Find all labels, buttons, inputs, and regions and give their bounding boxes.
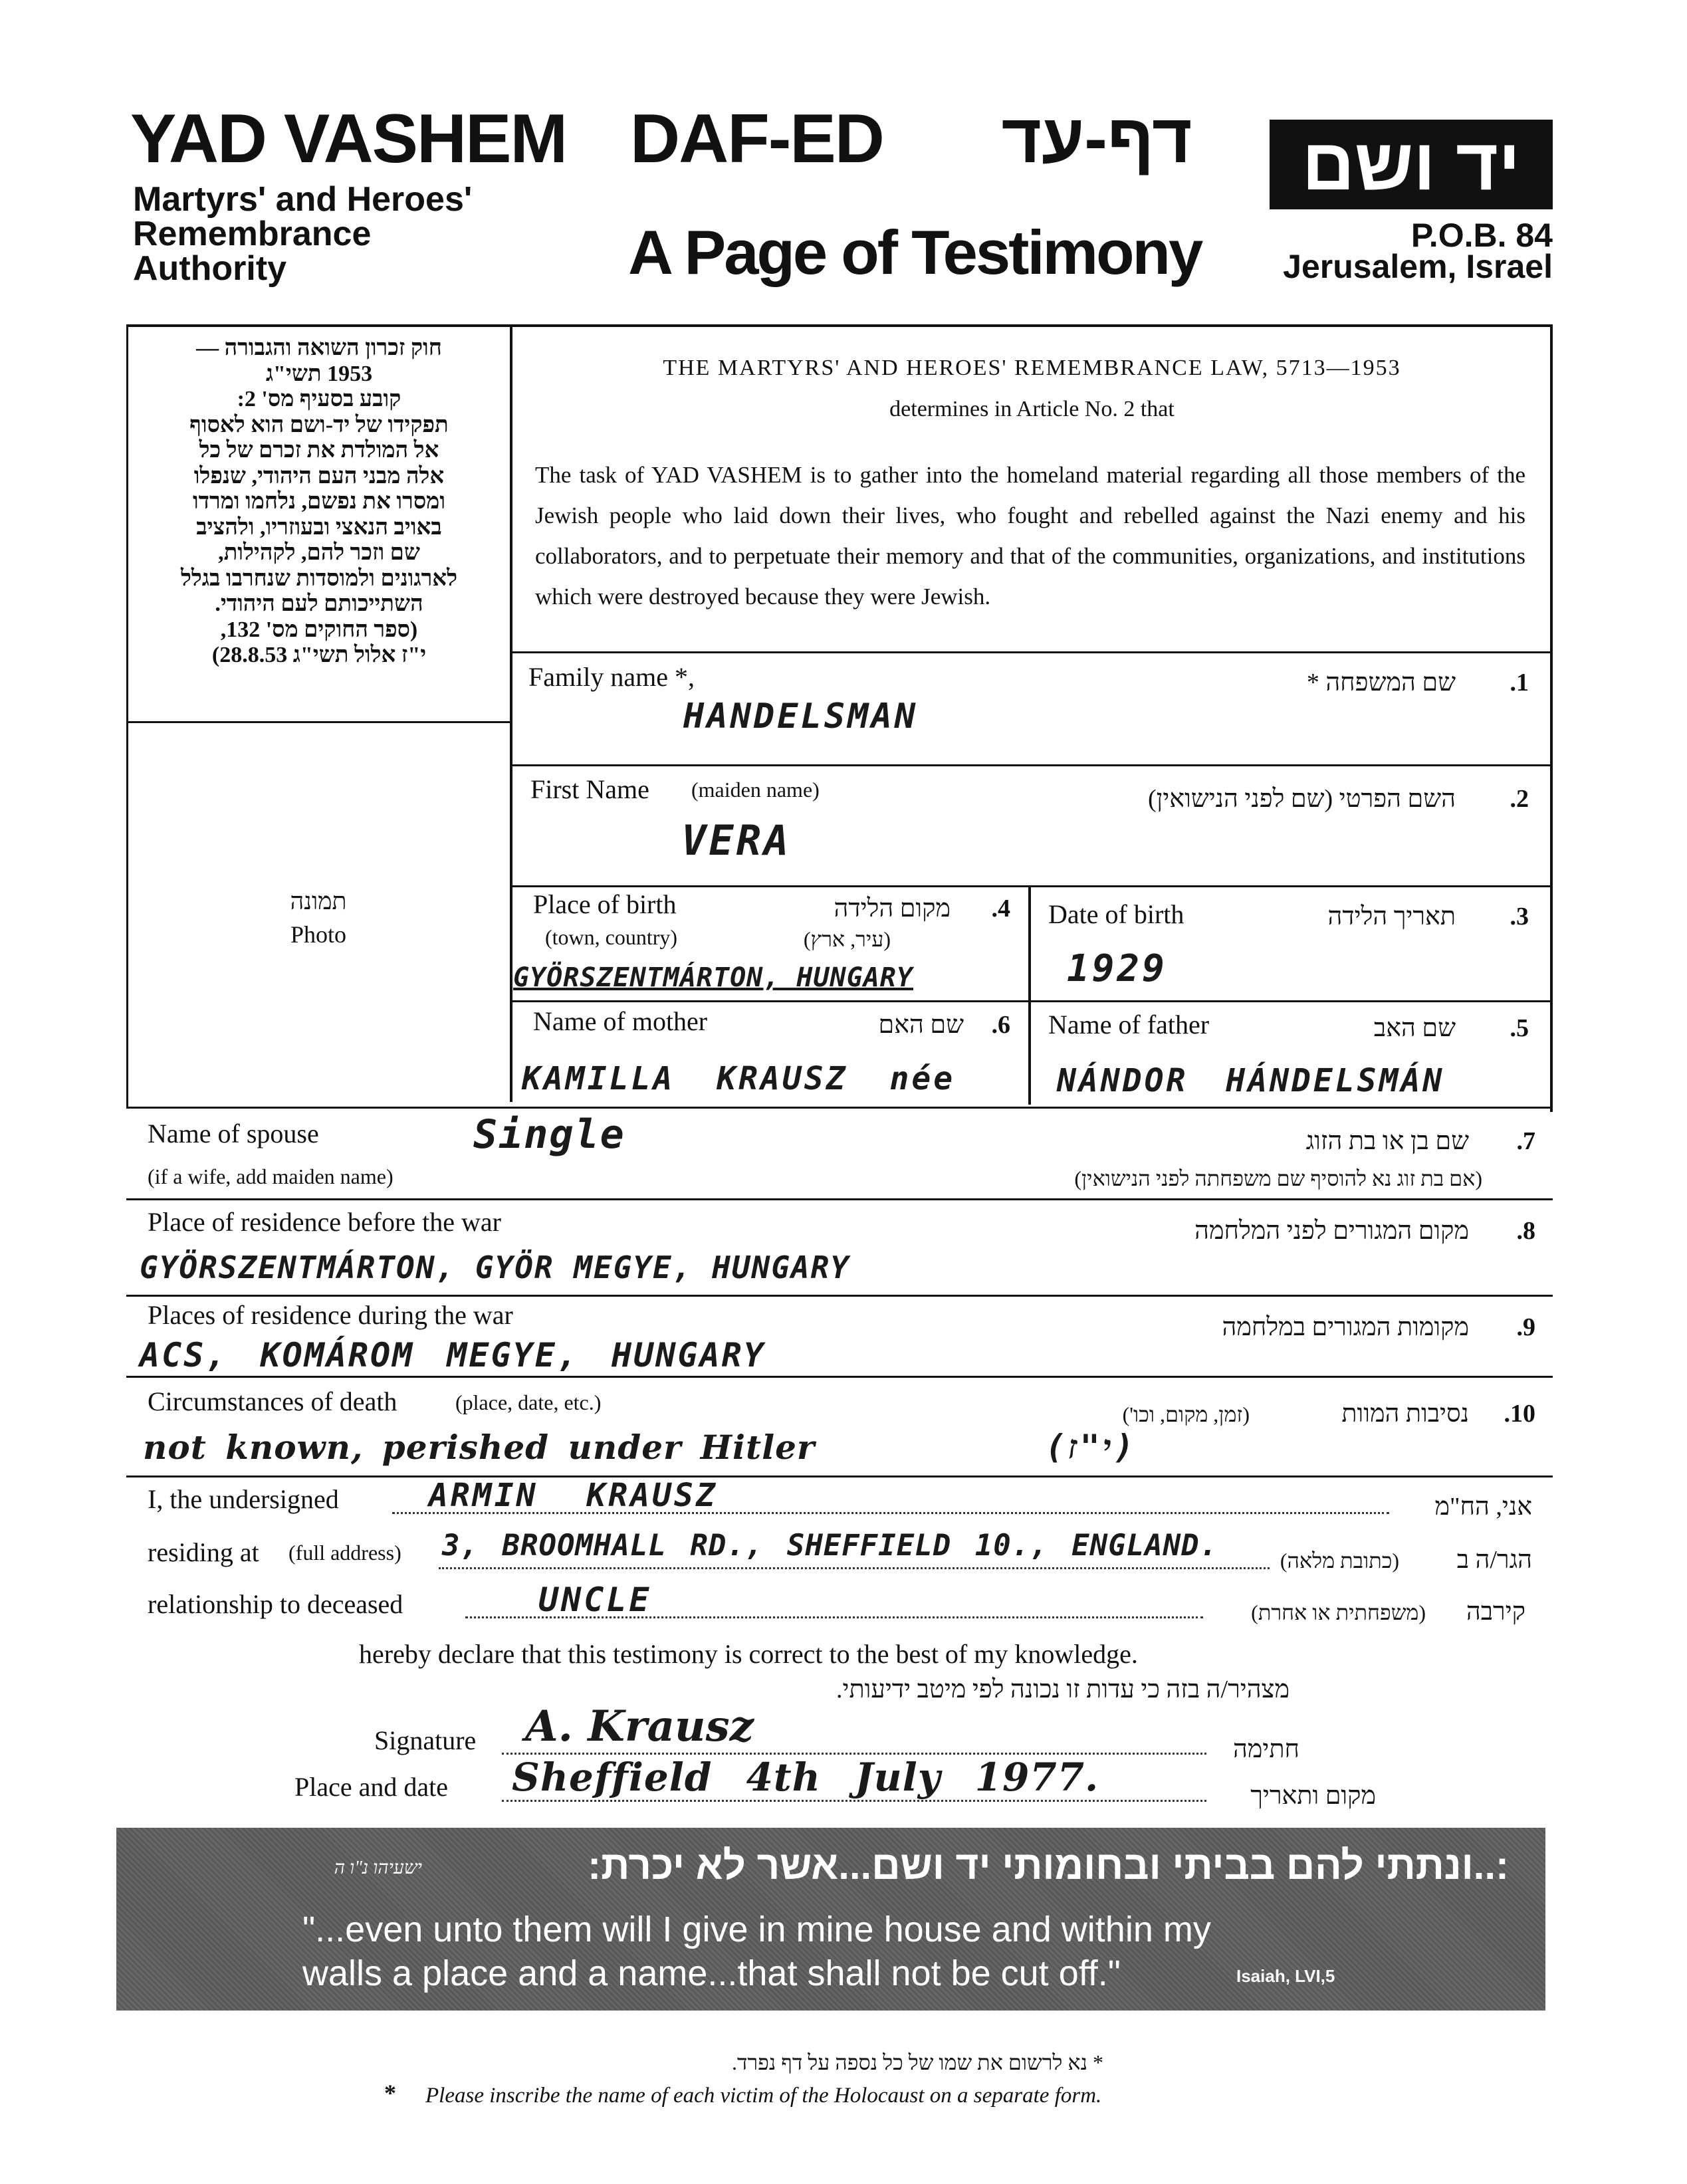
spouse-label: Name of spouse: [148, 1119, 319, 1148]
org-name: YAD VASHEM: [130, 100, 567, 177]
signature-label: Signature: [374, 1725, 477, 1755]
spouse-value[interactable]: Single: [473, 1111, 625, 1158]
residence-before-hebrew: מקום המגורים לפני המלחמה: [1194, 1217, 1469, 1245]
first-name-value[interactable]: VERA: [681, 816, 792, 865]
divider-sidebar: [510, 324, 512, 1102]
signature-hebrew: חתימה: [1232, 1735, 1299, 1763]
death-label: Circumstances of death: [148, 1386, 397, 1416]
banner-english-line2: walls a place and a name...that shall not be cut off.": [302, 1953, 1121, 1993]
divider-parents-spouse: [126, 1107, 1553, 1109]
relationship-hebrew-sub: (משפחתית או אחרת): [1251, 1600, 1426, 1624]
spouse-label-sub: (if a wife, add maiden name): [148, 1164, 394, 1188]
signature-value[interactable]: A. Krausz: [525, 1701, 754, 1751]
frame-top: [126, 324, 1553, 327]
relationship-label: relationship to deceased: [148, 1589, 403, 1619]
law-hebrew-text: [140, 336, 499, 669]
law-hebrew-line: תפקידו של יד-ושם הוא לאסוף: [189, 412, 449, 437]
footnote-star: *: [384, 2080, 396, 2106]
divider-hebrew-law: [126, 721, 510, 723]
divider-birth-parents: [510, 1000, 1550, 1002]
birthplace-value[interactable]: GYÖRSZENTMÁRTON, HUNGARY: [513, 962, 913, 993]
father-label: Name of father: [1048, 1010, 1210, 1039]
father-number: .5: [1510, 1014, 1529, 1042]
place-date-value[interactable]: Sheffield 4th July 1977.: [512, 1755, 1099, 1800]
death-hebrew: נסיבות המוות: [1341, 1400, 1469, 1428]
org-subtitle-2: Remembrance: [133, 215, 372, 253]
law-hebrew-line: לארגונים ולמוסדות שנחרבו בגלל: [180, 566, 458, 591]
residence-during-number: .9: [1516, 1313, 1535, 1341]
law-hebrew-line: שם וזכר להם, לקהילות,: [218, 540, 420, 565]
family-name-label: Family name *,: [528, 662, 695, 692]
frame-right-top: [1550, 324, 1553, 1112]
law-hebrew-line: (ספר החוקים מס' 132,: [220, 617, 418, 642]
law-hebrew-line: חוק זכרון השואה והגבורה —: [196, 336, 442, 360]
page-title: A Page of Testimony: [628, 217, 1202, 287]
law-english-title: THE MARTYRS' AND HEROES' REMEMBRANCE LAW, 5713—1953: [663, 356, 1401, 380]
city: Jerusalem, Israel: [1283, 248, 1553, 285]
birthplace-number: .4: [991, 895, 1010, 923]
residence-before-value[interactable]: GYÖRSZENTMÁRTON, GYÖR MEGYE, HUNGARY: [140, 1250, 850, 1285]
law-hebrew-line: השתייכותם לעם היהודי.: [215, 592, 423, 616]
birthdate-hebrew: תאריך הלידה: [1327, 903, 1456, 930]
spouse-hebrew: שם בן או בת הזוג: [1305, 1127, 1469, 1155]
mother-value[interactable]: KAMILLA KRAUSZ née: [522, 1060, 956, 1097]
law-hebrew-line: י"ז אלול תשי"ג 28.8.53): [211, 643, 427, 667]
divider-family-first: [510, 764, 1550, 766]
photo-label: Photo: [290, 921, 347, 948]
birthplace-hebrew: מקום הלידה: [834, 895, 951, 923]
law-english-body: The task of YAD VASHEM is to gather into the homeland material regarding all those members of the Jewish people who laid down their lives, who fought and rebelled against the Nazi enemy and his collaborators, and to perpetuate their memory and that of the communities, organizations, and institutions which were destroyed because they were Jewish.: [535, 462, 1525, 609]
spouse-hebrew-sub: (אם בת זוג נא להוסיף שם משפחתה לפני הנישואין): [1074, 1166, 1482, 1190]
residing-label-sub: (full address): [288, 1541, 401, 1565]
relationship-hebrew: קירבה: [1466, 1598, 1525, 1626]
residence-during-hebrew: מקומות המגורים במלחמה: [1222, 1313, 1469, 1341]
banner-english-ref: Isaiah, LVI,5: [1236, 1966, 1335, 1986]
birthplace-hebrew-sub: (עיר, ארץ): [803, 927, 891, 951]
birthplace-label-sub: (town, country): [545, 925, 678, 949]
family-name-hebrew: שם המשפחה *: [1306, 669, 1456, 697]
divider-birth-mid: [1028, 885, 1031, 1105]
divider-law-family: [510, 651, 1550, 653]
declaration-hebrew: מצהיר/ה בזה כי עדות זו נכונה לפי מיטב ידיעותי.: [836, 1676, 1290, 1703]
yad-vashem-logo: יד ושם: [1270, 120, 1553, 209]
residing-value[interactable]: 3, BROOMHALL RD., SHEFFIELD 10., ENGLAND.: [442, 1529, 1218, 1563]
family-name-value[interactable]: HANDELSMAN: [683, 697, 919, 736]
law-english-subtitle: determines in Article No. 2 that: [889, 397, 1175, 421]
declaration-text: hereby declare that this testimony is correct to the best of my knowledge.: [359, 1639, 1138, 1669]
law-hebrew-line: קובע בסעיף מס' 2:: [237, 387, 401, 411]
banner-hebrew-ref: ישעיהו נ"ו ה: [334, 1858, 422, 1878]
footnote-hebrew: * נא לרשום את שמו של כל נספה על דף נפרד.: [732, 2050, 1103, 2074]
frame-left-top: [126, 324, 128, 1109]
residence-before-number: .8: [1516, 1217, 1535, 1245]
death-label-sub: (place, date, etc.): [455, 1390, 602, 1414]
birthdate-label: Date of birth: [1048, 899, 1184, 929]
daf-ed-hebrew: דף-עד: [1001, 100, 1192, 177]
law-hebrew-line: ומסרו את נפשם, נלחמו ומרדו: [192, 489, 446, 514]
pob: P.O.B. 84: [1410, 217, 1553, 254]
place-date-hebrew: מקום ותאריך: [1250, 1782, 1376, 1810]
daf-ed-title: DAF-ED: [630, 100, 883, 177]
law-hebrew-line: אל המולדת את זכרם של כל: [199, 438, 439, 463]
birthplace-label: Place of birth: [533, 889, 677, 919]
first-name-label: First Name: [530, 774, 649, 804]
undersigned-label: I, the undersigned: [148, 1484, 339, 1514]
father-hebrew: שם האב: [1373, 1014, 1456, 1042]
spouse-number: .7: [1516, 1127, 1535, 1155]
death-number: .10: [1504, 1400, 1535, 1428]
banner-hebrew: :..ונתתי להם בביתי ובחומותי יד ושם...אשר לא יכרת:: [588, 1843, 1509, 1888]
divider-before-during: [126, 1295, 1553, 1297]
law-hebrew-line: באויב הנאצי ובעוזריו, ולהציב: [196, 514, 442, 540]
residence-before-label: Place of residence before the war: [148, 1207, 501, 1237]
birthdate-value[interactable]: 1929: [1067, 947, 1167, 990]
undersigned-hebrew: אני, הח"מ: [1434, 1493, 1532, 1521]
family-name-number: .1: [1510, 669, 1529, 697]
undersigned-value[interactable]: ARMIN KRAUSZ: [429, 1477, 718, 1514]
mother-label: Name of mother: [533, 1006, 708, 1036]
residing-dotline: [439, 1567, 1270, 1569]
birthdate-number: .3: [1510, 903, 1529, 930]
residing-hebrew-sub: (כתובת מלאה): [1280, 1549, 1399, 1573]
death-hebrew-sub: (זמן, מקום, וכו'): [1122, 1402, 1250, 1426]
footnote-english: Please inscribe the name of each victim of the Holocaust on a separate form.: [425, 2084, 1102, 2108]
death-value[interactable]: not known, perished under Hitler: [143, 1428, 816, 1467]
law-hebrew-line: אלה מבני העם היהודי, שנפלו: [193, 463, 445, 489]
mother-number: .6: [991, 1011, 1010, 1039]
divider-death-decl: [126, 1475, 1553, 1477]
org-subtitle-1: Martyrs' and Heroes': [133, 180, 473, 219]
photo-label-hebrew: תמונה: [290, 888, 347, 915]
divider-spouse-before: [126, 1198, 1553, 1200]
residing-label: residing at: [148, 1537, 259, 1567]
death-value-hebrew[interactable]: (י"ז): [1045, 1428, 1137, 1466]
residence-during-value[interactable]: ACS, KOMÁROM MEGYE, HUNGARY: [140, 1336, 766, 1374]
first-name-number: .2: [1510, 785, 1529, 813]
relationship-value[interactable]: UNCLE: [538, 1581, 652, 1619]
mother-hebrew: שם האם: [878, 1011, 964, 1039]
banner-english-line1: "...even unto them will I give in mine house and within my: [302, 1910, 1211, 1949]
place-date-label: Place and date: [294, 1772, 448, 1802]
father-value[interactable]: NÁNDOR HÁNDELSMÁN: [1057, 1062, 1445, 1099]
place-date-dotline: [502, 1800, 1206, 1802]
law-hebrew-line: 1953 תשי"ג: [265, 361, 373, 386]
quote-banner: [116, 1828, 1545, 2011]
divider-during-death: [126, 1376, 1553, 1378]
org-subtitle-3: Authority: [133, 249, 287, 288]
first-name-hebrew: השם הפרטי (שם לפני הנישואין): [1147, 785, 1456, 813]
residence-during-label: Places of residence during the war: [148, 1300, 513, 1330]
residing-hebrew: הגר/ה ב: [1456, 1546, 1532, 1574]
first-name-label-sub: (maiden name): [691, 778, 820, 802]
